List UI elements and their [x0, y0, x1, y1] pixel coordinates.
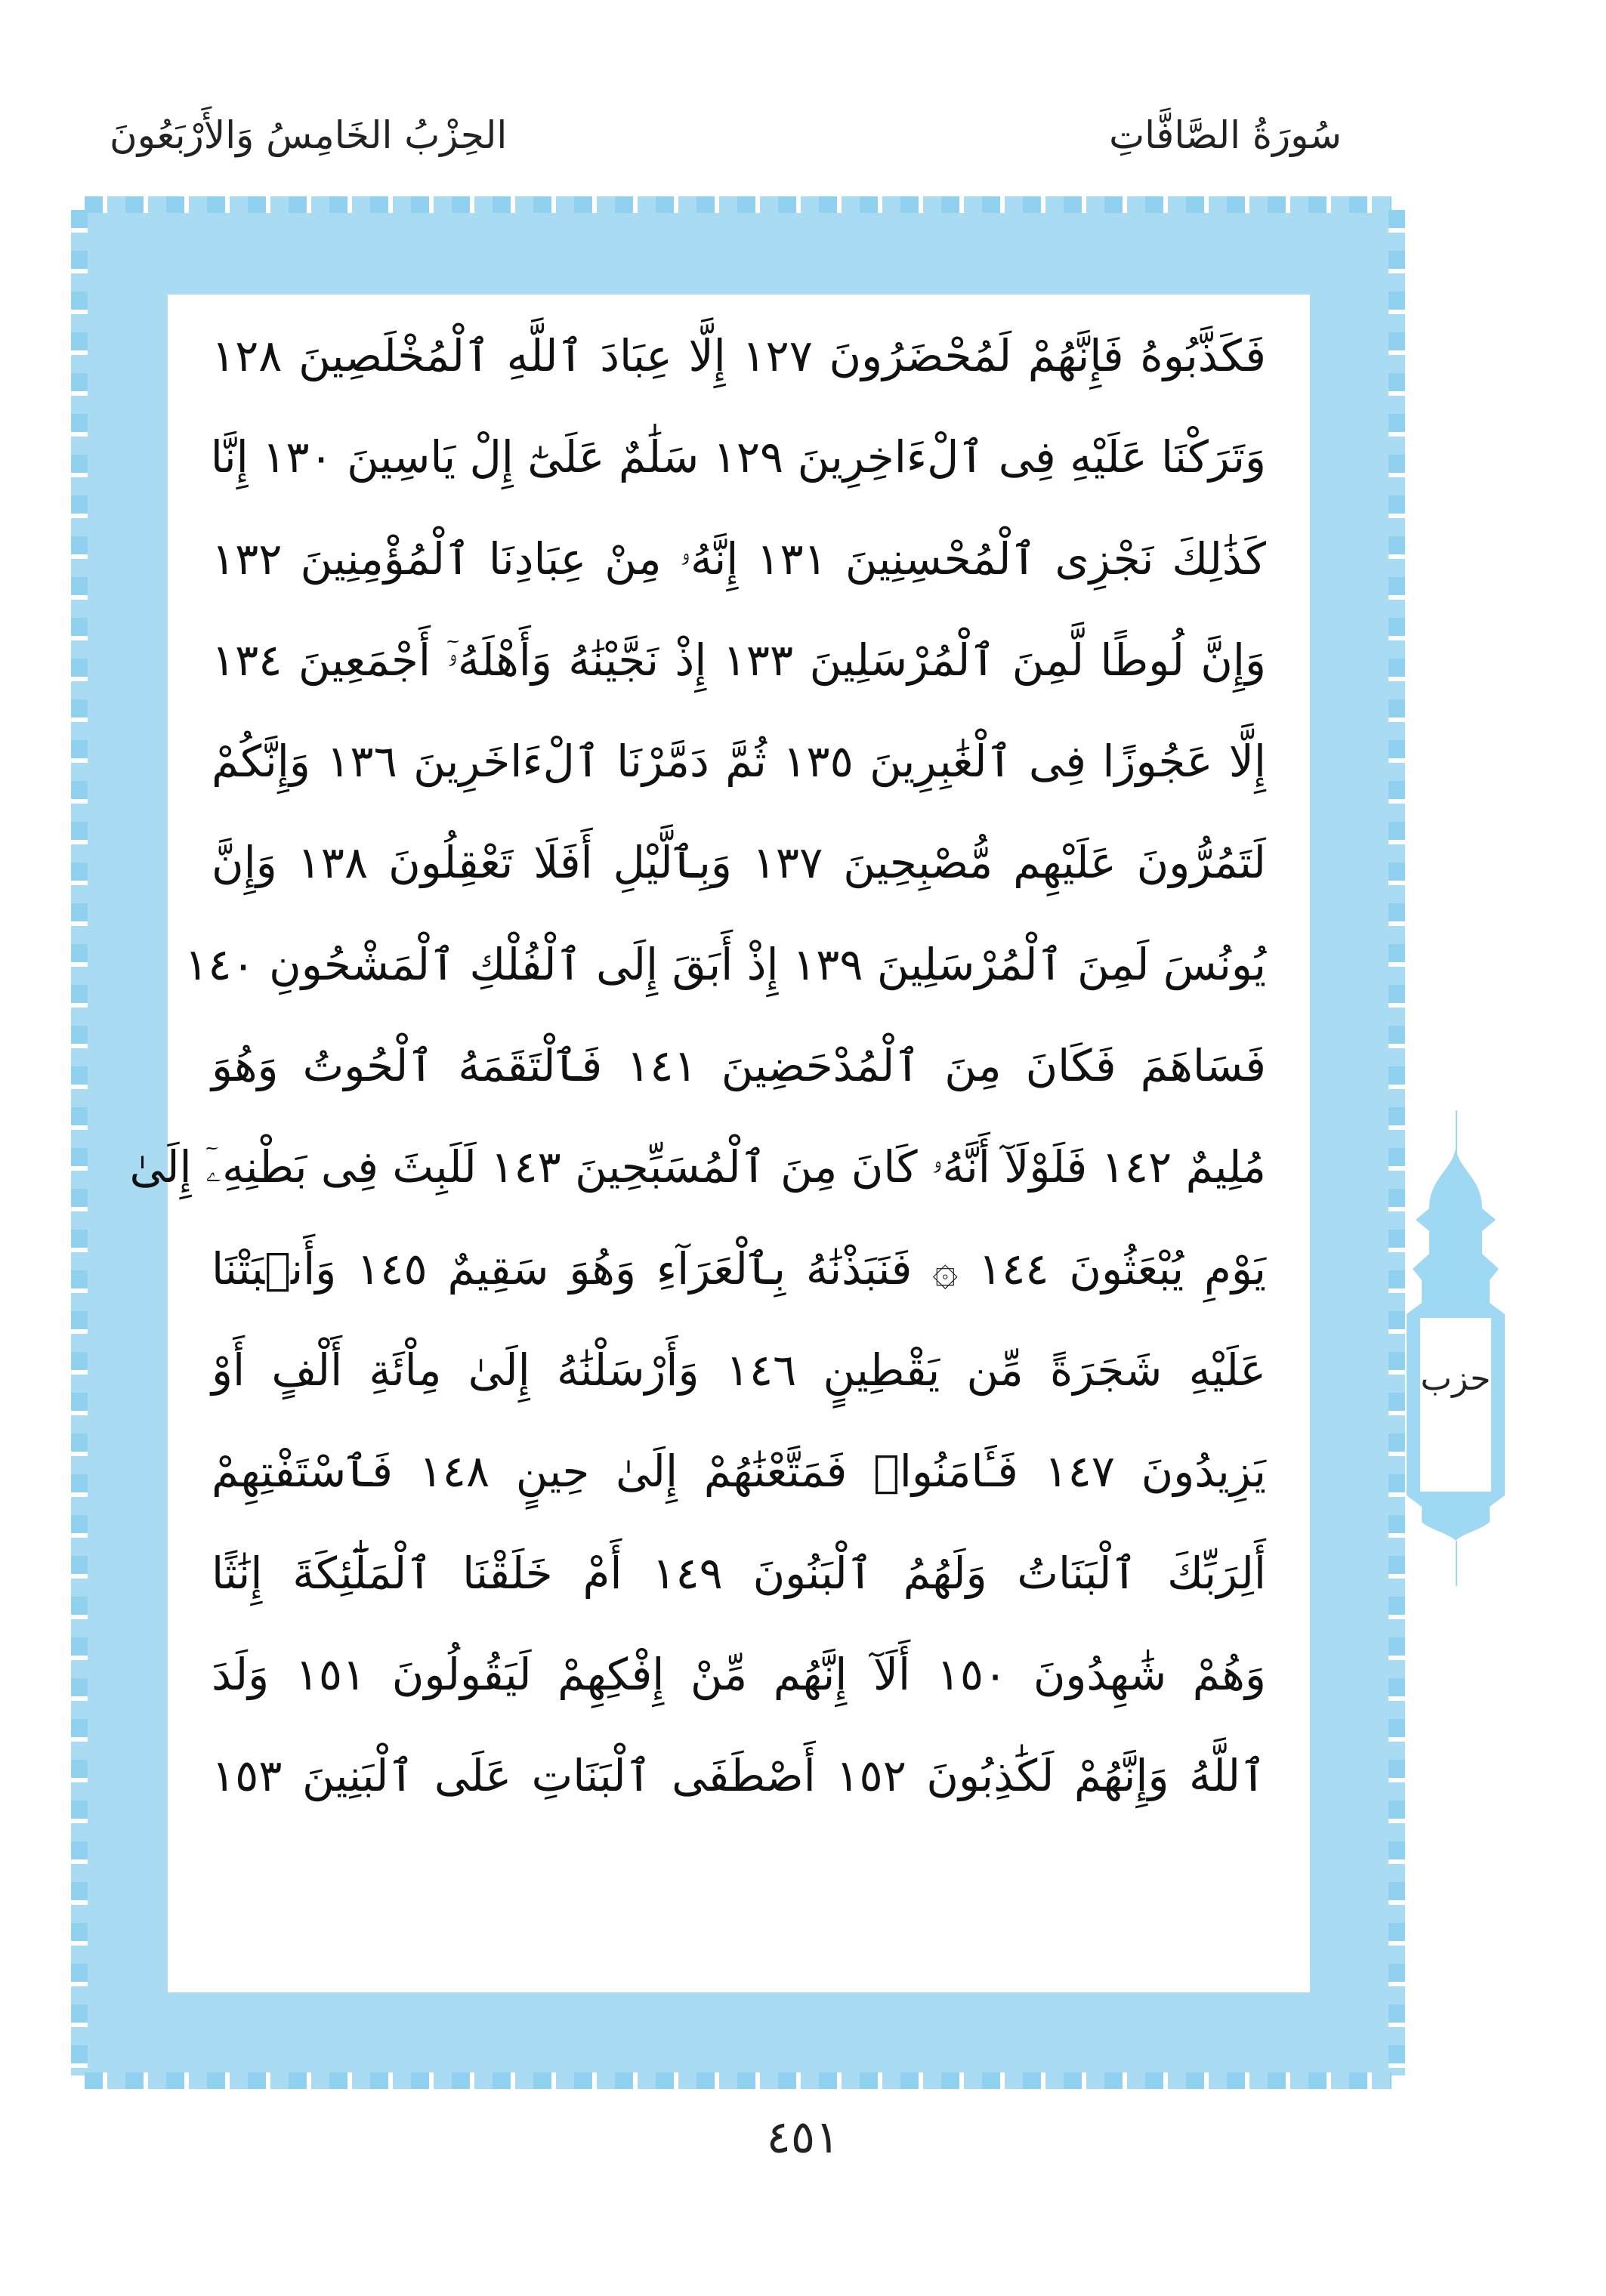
- verse-line-13: أَلِرَبِّكَ ٱلْبَنَاتُ وَلَهُمُ ٱلْبَنُونَ ١٤٩ أَمْ خَلَقْنَا ٱلْمَلَٰٓئِكَةَ إِنَٰثًا: [212, 1547, 1266, 1599]
- verse-line-10: يَوْمِ يُبْعَثُونَ ١٤٤ ۞ فَنَبَذْنَٰهُ بِٱلْعَرَآءِ وَهُوَ سَقِيمٌ ١٤٥ وَأَنۢبَتْنَا: [212, 1242, 1267, 1295]
- verse-line-8: فَسَاهَمَ فَكَانَ مِنَ ٱلْمُدْحَضِينَ ١٤١ فَٱلْتَقَمَهُ ٱلْحُوتُ وَهُوَ: [212, 1040, 1266, 1092]
- quran-text-panel: [129, 295, 1310, 1992]
- verse-line-7: يُونُسَ لَمِنَ ٱلْمُرْسَلِينَ ١٣٩ إِذْ أَبَقَ إِلَى ٱلْفُلْكِ ٱلْمَشْحُونِ ١٤٠: [184, 938, 1266, 990]
- verse-lines: [129, 305, 1267, 1826]
- verse-line-6: لَتَمُرُّونَ عَلَيْهِم مُّصْبِحِينَ ١٣٧ وَبِٱلَّيْلِ أَفَلَا تَعْقِلُونَ ١٣٨ وَإِنَّ: [212, 837, 1266, 889]
- verse-line-1: فَكَذَّبُوهُ فَإِنَّهُمْ لَمُحْضَرُونَ ١٢٧ إِلَّا عِبَادَ ٱللَّهِ ٱلْمُخْلَصِينَ ١٢٨: [212, 330, 1267, 381]
- verse-line-5: إِلَّا عَجُوزًا فِى ٱلْغَٰبِرِينَ ١٣٥ ثُمَّ دَمَّرْنَا ٱلْءَاخَرِينَ ١٣٦ وَإِنَّكُمْ: [212, 736, 1266, 788]
- hizb-title: الحِزْبُ الخَامِسُ وَالأَرْبَعُونَ: [110, 113, 508, 157]
- verse-line-4: وَإِنَّ لُوطًا لَّمِنَ ٱلْمُرْسَلِينَ ١٣٣ إِذْ نَجَّيْنَٰهُ وَأَهْلَهُۥٓ أَجْمَعِينَ ١٣٤: [212, 634, 1266, 686]
- page-frame: [85, 210, 1391, 2075]
- hizb-marker-label: حزب: [1420, 1359, 1491, 1398]
- verse-line-3: كَذَٰلِكَ نَجْزِى ٱلْمُحْسِنِينَ ١٣١ إِنَّهُۥ مِنْ عِبَادِنَا ٱلْمُؤْمِنِينَ ١٣٢: [212, 532, 1266, 585]
- verse-line-2: وَتَرَكْنَا عَلَيْهِ فِى ٱلْءَاخِرِينَ ١٢٩ سَلَٰمٌ عَلَىٰٓ إِلْ يَاسِينَ ١٣٠ إِنَّا: [210, 431, 1266, 483]
- verse-line-14: وَهُمْ شَٰهِدُونَ ١٥٠ أَلَآ إِنَّهُم مِّنْ إِفْكِهِمْ لَيَقُولُونَ ١٥١ وَلَدَ: [212, 1648, 1266, 1700]
- hizb-marker-stem-bottom: [1456, 1541, 1457, 1586]
- frame-border-right: [1388, 210, 1405, 2075]
- verse-line-15: ٱللَّهُ وَإِنَّهُمْ لَكَٰذِبُونَ ١٥٢ أَصْطَفَى ٱلْبَنَاتِ عَلَى ٱلْبَنِينَ ١٥٣: [212, 1750, 1266, 1802]
- surah-title: سُورَةُ الصَّافَّاتِ: [1109, 113, 1342, 157]
- verse-line-9: مُلِيمٌ ١٤٢ فَلَوْلَآ أَنَّهُۥ كَانَ مِنَ ٱلْمُسَبِّحِينَ ١٤٣ لَلَبِثَ فِى بَطْنِهِۦٓ إِلَىٰ: [129, 1141, 1266, 1193]
- page-number: ٤٥١: [766, 2111, 840, 2164]
- frame-border-left: [71, 210, 88, 2075]
- hizb-ornament-icon: [1407, 1148, 1505, 1541]
- verse-line-11: عَلَيْهِ شَجَرَةً مِّن يَقْطِينٍ ١٤٦ وَأَرْسَلْنَٰهُ إِلَىٰ مِاْئَةِ أَلْفٍ أَوْ: [212, 1344, 1266, 1396]
- verse-line-12: يَزِيدُونَ ١٤٧ فَـَٔامَنُوا۟ فَمَتَّعْنَٰهُمْ إِلَىٰ حِينٍ ١٤٨ فَٱسْتَفْتِهِمْ: [212, 1446, 1266, 1498]
- hizb-marker: [1407, 1148, 1505, 1541]
